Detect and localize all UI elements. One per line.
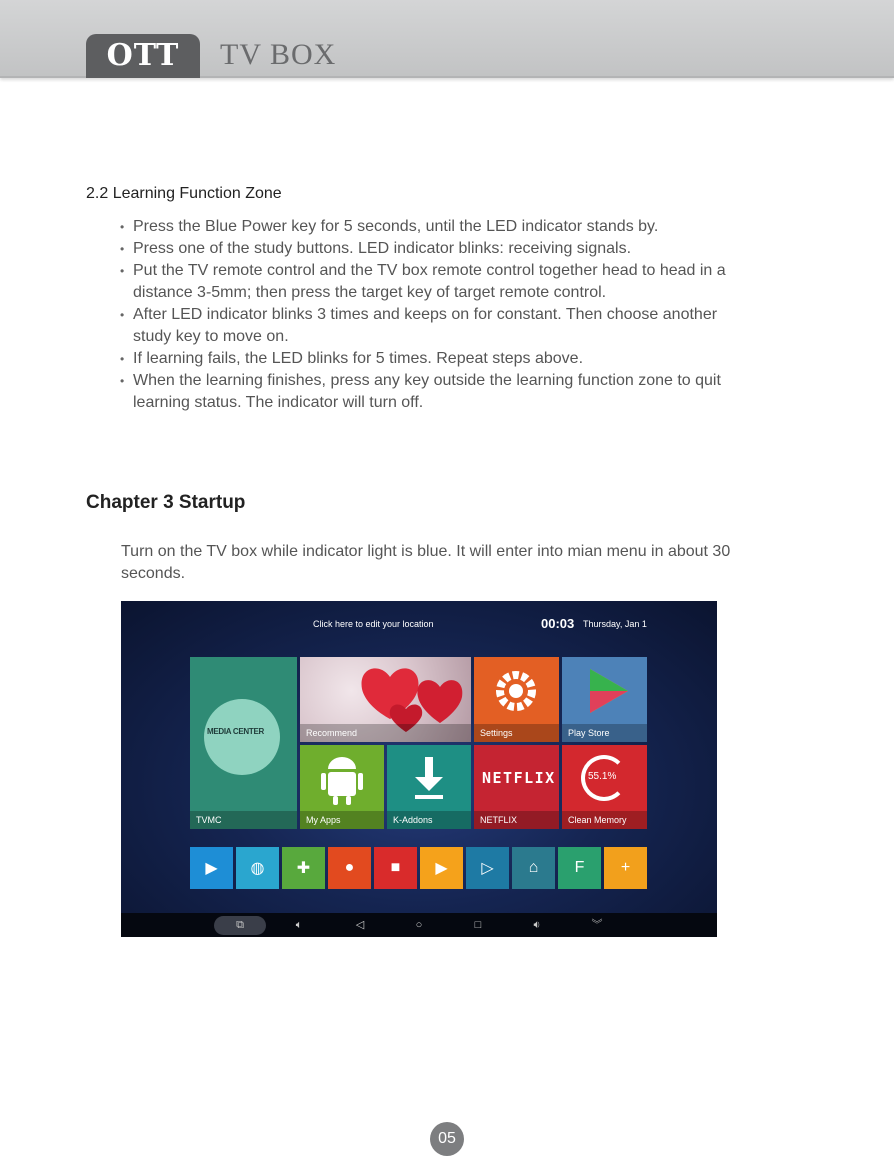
- tile-label: NETFLIX: [474, 811, 559, 829]
- header-title: TV BOX: [220, 38, 337, 71]
- edit-location-link[interactable]: Click here to edit your location: [313, 619, 434, 629]
- bullet-dot-icon: •: [120, 220, 125, 234]
- app-shortcut[interactable]: [420, 847, 463, 889]
- volume-up-icon[interactable]: 🔉︎: [533, 919, 541, 931]
- bullet-dot-icon: •: [120, 242, 125, 256]
- tile-settings[interactable]: [474, 657, 559, 742]
- tile-label: Play Store: [562, 724, 647, 742]
- collapse-icon[interactable]: ︾: [591, 919, 603, 931]
- screenshot-icon: ⧉: [236, 919, 244, 931]
- back-icon[interactable]: ◁: [355, 919, 365, 931]
- f-circle-icon: F: [574, 859, 585, 876]
- tile-netflix[interactable]: [474, 745, 559, 829]
- recent-apps-icon[interactable]: □: [474, 919, 482, 931]
- netflix-logo: NETFLIX: [482, 769, 556, 787]
- bullet-item: • Press the Blue Power key for 5 seconds, until the LED indicator stands by.: [120, 216, 820, 238]
- section-heading: 2.2 Learning Function Zone: [86, 185, 282, 202]
- app-shortcut[interactable]: [466, 847, 509, 889]
- bullet-item: • Press one of the study buttons. LED indicator blinks: receiving signals.: [120, 238, 820, 260]
- app-shortcut[interactable]: [512, 847, 555, 889]
- tile-tvmc[interactable]: [190, 657, 297, 829]
- media-center-logo-text: MEDIA CENTER: [207, 727, 264, 736]
- tile-clean-memory[interactable]: [562, 745, 647, 829]
- bullet-dot-icon: •: [120, 374, 125, 388]
- bullet-dot-icon: •: [120, 352, 125, 366]
- hgtv-icon: ■: [390, 859, 401, 876]
- memory-percent: 55.1%: [588, 771, 617, 782]
- page-header: [0, 0, 894, 78]
- tile-label: Recommend: [300, 724, 471, 742]
- app-shortcut[interactable]: [236, 847, 279, 889]
- app-shortcut[interactable]: [558, 847, 601, 889]
- media-play-icon: ▷: [481, 860, 494, 877]
- bullet-dot-icon: •: [120, 264, 125, 278]
- android-x-icon: ✚: [296, 860, 311, 877]
- bullet-item: • After LED indicator blinks 3 times and keeps on for constant. Then choose another study key to move on.: [120, 306, 718, 345]
- media-center-icon: [204, 699, 280, 775]
- tile-recommend[interactable]: [300, 657, 471, 742]
- page-number: 05: [430, 1122, 464, 1156]
- ott-logo: OTT: [86, 34, 200, 78]
- app-shortcut[interactable]: [604, 847, 647, 889]
- youtube-icon: ▶: [435, 860, 448, 877]
- tile-label: K-Addons: [387, 811, 471, 829]
- clock-time: 00:03: [541, 616, 575, 631]
- tile-label: TVMC: [190, 811, 297, 829]
- tile-play-store[interactable]: [562, 657, 647, 742]
- home-icon[interactable]: ○: [415, 919, 423, 931]
- plus-icon: +: [620, 859, 631, 876]
- play-circle-icon: ▶: [205, 860, 218, 877]
- chapter-intro: Turn on the TV box while indicator light is blue. It will enter into mian menu in about 30 seconds.: [121, 543, 731, 582]
- tile-label: Settings: [474, 724, 559, 742]
- bullet-item: • When the learning finishes, press any key outside the learning function zone to quit learning status. The indicator will turn off.: [120, 372, 721, 411]
- clock-date: Thursday, Jan 1: [583, 619, 647, 629]
- tv-box-screenshot: [121, 601, 717, 937]
- bullet-list: [120, 216, 820, 414]
- tv-ball-icon: ●: [344, 859, 355, 876]
- app-shortcut[interactable]: [282, 847, 325, 889]
- tile-my-apps[interactable]: [300, 745, 384, 829]
- app-shortcut[interactable]: [374, 847, 417, 889]
- navigation-bar: [121, 913, 717, 937]
- tile-label: My Apps: [300, 811, 384, 829]
- tile-label: Clean Memory: [562, 811, 647, 829]
- bullet-item: • If learning fails, the LED blinks for 5 times. Repeat steps above.: [120, 348, 820, 370]
- volume-down-icon[interactable]: 🔈︎: [295, 919, 303, 931]
- bullet-dot-icon: •: [120, 308, 125, 322]
- tile-k-addons[interactable]: [387, 745, 471, 829]
- chapter-title: Chapter 3 Startup: [86, 492, 246, 513]
- house-icon: ⌂: [528, 859, 539, 876]
- app-shortcut[interactable]: [190, 847, 233, 889]
- bullet-item: • Put the TV remote control and the TV box remote control together head to head in a distance 3-5mm; then press the target key of target remote control.: [120, 262, 726, 301]
- app-shortcut[interactable]: [328, 847, 371, 889]
- globe-icon: ◍: [250, 860, 265, 877]
